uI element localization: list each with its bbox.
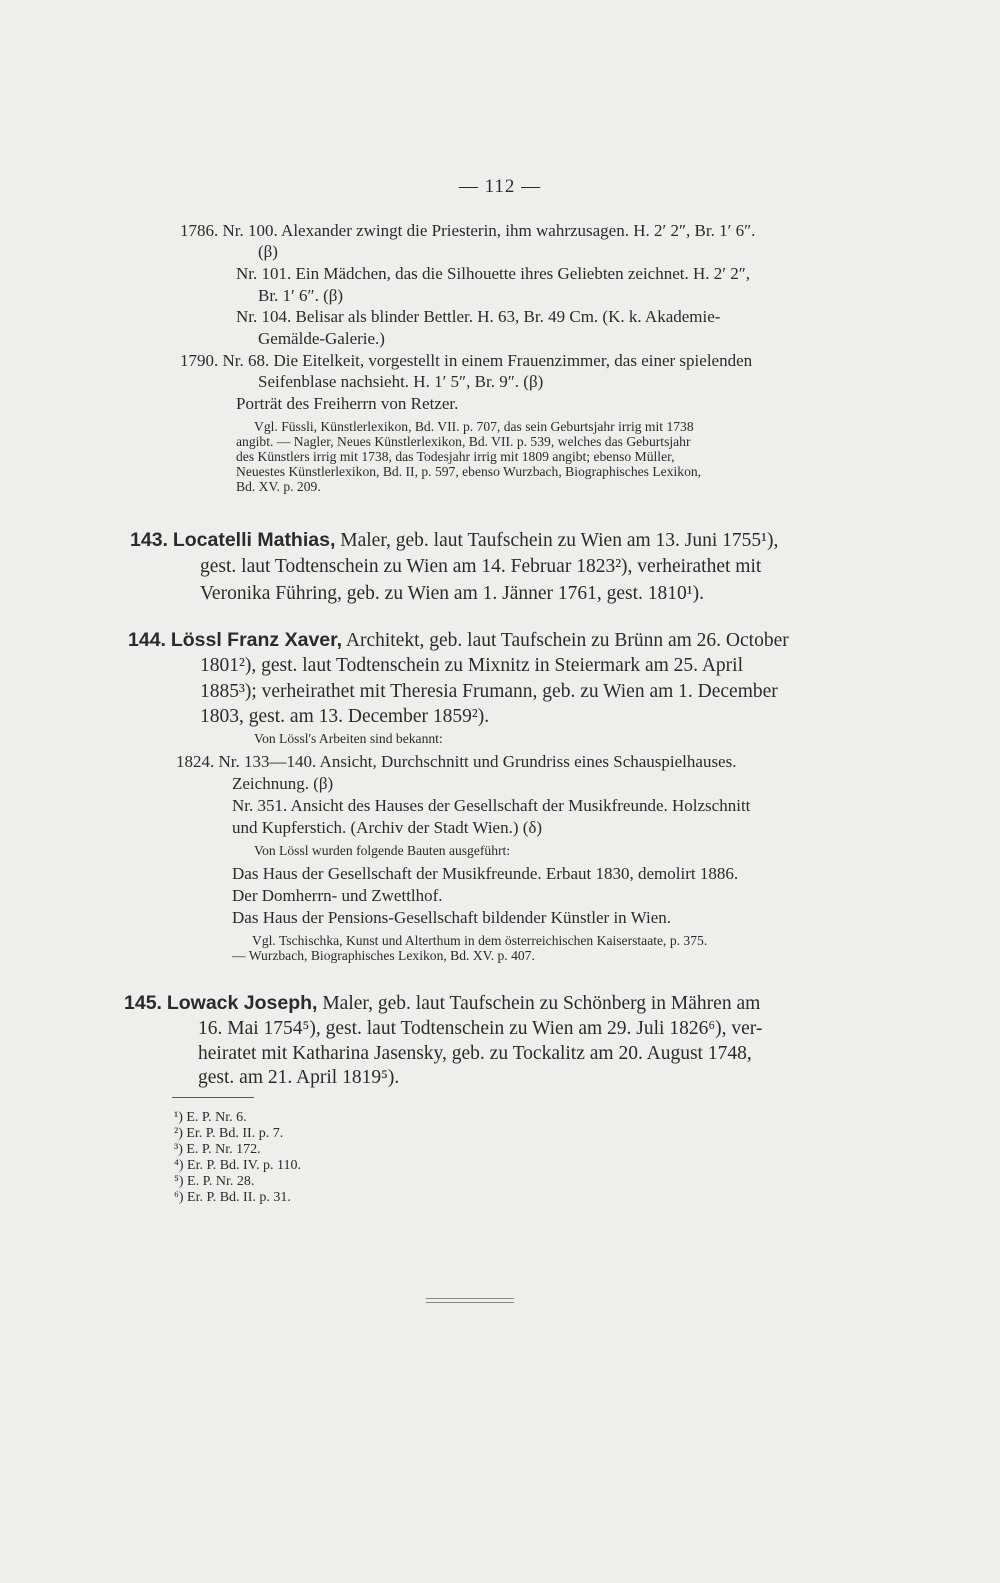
entry-number: 144. bbox=[128, 629, 166, 651]
reference-line: des Künstlers irrig mit 1738, das Todesjahr irrig mit 1809 angibt; ebenso Müller, bbox=[236, 449, 675, 464]
entry-text: Veronika Führing, geb. zu Wien am 1. Jänner 1761, gest. 1810¹). bbox=[200, 583, 705, 604]
entry-number: 145. bbox=[124, 992, 162, 1014]
text-line: 1786. Nr. 100. Alexander zwingt die Priesterin, ihm wahrzusagen. H. 2′ 2″, Br. 1′ 6″. bbox=[180, 221, 756, 240]
entry-text: Architekt, geb. laut Taufschein zu Brünn am 26. October bbox=[342, 630, 789, 651]
entry-text: 16. Mai 1754⁵), gest. laut Todtenschein zu Wien am 29. Juli 1826⁶), ver- bbox=[198, 1018, 763, 1039]
entry-145-first-line bbox=[124, 991, 760, 1016]
entry-text: Maler, geb. laut Taufschein zu Wien am 13. Juni 1755¹), bbox=[335, 530, 779, 551]
footnote: ²) Er. P. Bd. II. p. 7. bbox=[174, 1126, 284, 1141]
text-line: 1824. Nr. 133—140. Ansicht, Durchschnitt und Grundriss eines Schauspielhauses. bbox=[176, 752, 737, 771]
text-line: Zeichnung. (β) bbox=[232, 774, 334, 793]
entry-text: 1885³); verheirathet mit Theresia Frumann, geb. zu Wien am 1. December bbox=[200, 681, 778, 702]
section-heading: Von Lössl's Arbeiten sind bekannt: bbox=[254, 731, 443, 746]
text-line: Br. 1′ 6″. (β) bbox=[258, 286, 344, 305]
decorative-rule bbox=[426, 1298, 514, 1303]
text-line: 1790. Nr. 68. Die Eitelkeit, vorgestellt in einem Frauenzimmer, das einer spielenden bbox=[180, 351, 753, 370]
footnote: ¹) E. P. Nr. 6. bbox=[174, 1110, 247, 1125]
text-line: (β) bbox=[258, 242, 278, 261]
page-number: — 112 — bbox=[458, 176, 542, 197]
footnote: ⁴) Er. P. Bd. IV. p. 110. bbox=[174, 1158, 302, 1173]
section-heading: Von Lössl wurden folgende Bauten ausgeführt: bbox=[254, 843, 511, 858]
entry-text: gest. am 21. April 1819⁵). bbox=[198, 1067, 400, 1088]
text-line: Der Domherrn- und Zwettlhof. bbox=[232, 886, 443, 905]
footnote: ⁶) Er. P. Bd. II. p. 31. bbox=[174, 1190, 291, 1205]
entry-name: Locatelli Mathias, bbox=[172, 529, 336, 551]
footnote-separator bbox=[172, 1097, 254, 1098]
reference-line: angibt. — Nagler, Neues Künstlerlexikon, Bd. VII. p. 539, welches das Geburtsjahr bbox=[236, 434, 691, 449]
text-line: Nr. 101. Ein Mädchen, das die Silhouette ihres Geliebten zeichnet. H. 2′ 2″, bbox=[236, 264, 751, 283]
reference-line: Neuestes Künstlerlexikon, Bd. II, p. 597, ebenso Wurzbach, Biographisches Lexikon, bbox=[236, 464, 702, 479]
footnote: ³) E. P. Nr. 172. bbox=[174, 1142, 261, 1157]
entry-text: gest. laut Todtenschein zu Wien am 14. Februar 1823²), verheirathet mit bbox=[200, 556, 762, 577]
reference-line: — Wurzbach, Biographisches Lexikon, Bd. XV. p. 407. bbox=[232, 948, 535, 963]
text-line: Das Haus der Gesellschaft der Musikfreunde. Erbaut 1830, demolirt 1886. bbox=[232, 864, 739, 883]
text-line: und Kupferstich. (Archiv der Stadt Wien.) (δ) bbox=[232, 818, 543, 837]
text-line: Nr. 351. Ansicht des Hauses der Gesellschaft der Musikfreunde. Holzschnitt bbox=[232, 796, 751, 815]
entry-name: Lowack Joseph, bbox=[166, 992, 318, 1014]
text-line: Seifenblase nachsieht. H. 1′ 5″, Br. 9″. (β) bbox=[258, 372, 544, 391]
footnote: ⁵) E. P. Nr. 28. bbox=[174, 1174, 255, 1189]
text-line: Gemälde-Galerie.) bbox=[258, 329, 385, 348]
text-line: Porträt des Freiherrn von Retzer. bbox=[236, 394, 459, 413]
reference-line: Bd. XV. p. 209. bbox=[236, 479, 321, 494]
entry-number: 143. bbox=[130, 529, 168, 551]
entry-text: Maler, geb. laut Taufschein zu Schönberg in Mähren am bbox=[317, 993, 761, 1014]
text-line: Das Haus der Pensions-Gesellschaft bildender Künstler in Wien. bbox=[232, 908, 672, 927]
entry-text: heiratet mit Katharina Jasensky, geb. zu Tockalitz am 20. August 1748, bbox=[198, 1043, 752, 1064]
entry-text: 1801²), gest. laut Todtenschein zu Mixnitz in Steiermark am 25. April bbox=[200, 655, 743, 676]
entry-144-first-line bbox=[128, 628, 789, 653]
entry-143-first-line bbox=[130, 528, 778, 553]
entry-text: 1803, gest. am 13. December 1859²). bbox=[200, 706, 490, 727]
entry-name: Lössl Franz Xaver, bbox=[170, 629, 343, 651]
reference-line: Vgl. Füssli, Künstlerlexikon, Bd. VII. p. 707, das sein Geburtsjahr irrig mit 1738 bbox=[254, 419, 694, 434]
text-line: Nr. 104. Belisar als blinder Bettler. H. 63, Br. 49 Cm. (K. k. Akademie- bbox=[236, 307, 721, 326]
reference-line: Vgl. Tschischka, Kunst und Alterthum in dem österreichischen Kaiserstaate, p. 375. bbox=[252, 933, 708, 948]
